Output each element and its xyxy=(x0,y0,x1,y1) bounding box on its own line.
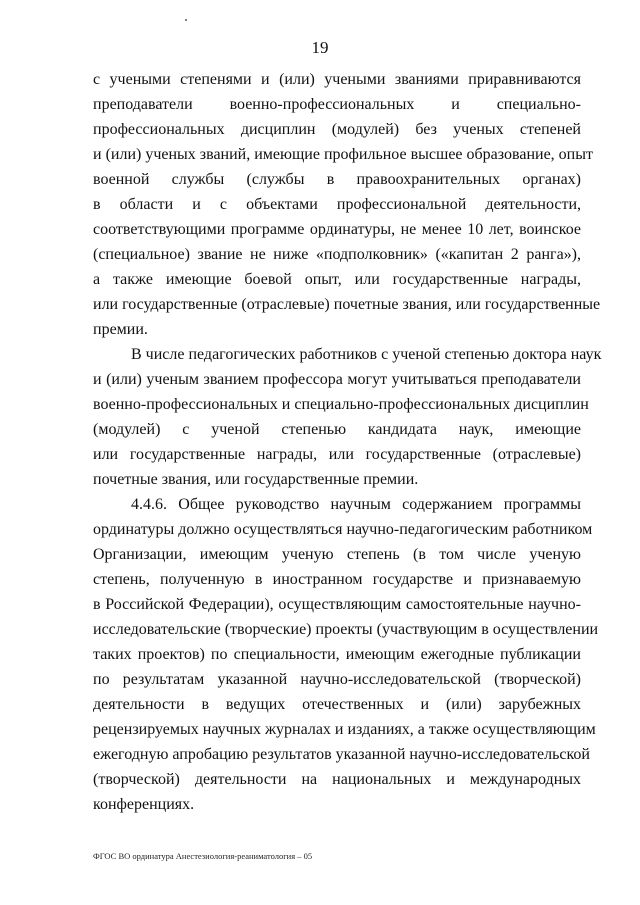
text-line: профессиональных дисциплин (модулей) без ученых степеней xyxy=(93,121,581,138)
text-line: В числе педагогических работников с ученой степенью доктора наук xyxy=(131,346,602,363)
text-line: почетные звания, или государственные премии. xyxy=(93,471,419,488)
paragraph-continuation xyxy=(93,67,601,342)
text-line: или государственные награды, или государственные (отраслевые) xyxy=(93,446,581,463)
text-line: в области и с объектами профессиональной деятельности, xyxy=(93,196,581,213)
text-line: деятельности в ведущих отечественных и (или) зарубежных xyxy=(93,696,581,713)
document-body xyxy=(93,67,602,817)
text-line: таких проектов) по специальности, имеющим ежегодные публикации xyxy=(93,646,581,663)
text-line: конференциях. xyxy=(93,796,195,813)
text-line: преподаватели военно-профессиональных и специально- xyxy=(93,96,581,113)
text-line: военно-профессиональных и специально-профессиональных дисциплин xyxy=(93,396,589,413)
text-line: а также имеющие боевой опыт, или государственные награды, xyxy=(93,271,581,288)
text-line: (модулей) с ученой степенью кандидата наук, имеющие xyxy=(93,421,581,438)
text-line: по результатам указанной научно-исследовательской (творческой) xyxy=(93,671,581,688)
paragraph-4-4-6 xyxy=(93,492,599,817)
text-line: 4.4.6. Общее руководство научным содержанием программы xyxy=(131,496,581,513)
scan-speck xyxy=(185,19,187,21)
text-line: (творческой) деятельности на национальных и международных xyxy=(93,771,581,788)
text-line: ежегодную апробацию результатов указанной научно-исследовательской xyxy=(93,746,590,763)
text-line: и (или) ученым званием профессора могут учитываться преподаватели xyxy=(93,371,581,388)
text-line: ординатуры должно осуществляться научно-педагогическим работником xyxy=(93,521,593,538)
text-line: (специальное) звание не ниже «подполковник» («капитан 2 ранга»), xyxy=(93,246,581,263)
page-number: 19 xyxy=(311,38,329,57)
text-line: рецензируемых научных журналах и изданиях, а также осуществляющим xyxy=(93,721,596,738)
text-line: военной службы (службы в правоохранительных органах) xyxy=(93,171,581,188)
text-line: степень, полученную в иностранном государстве и признаваемую xyxy=(93,571,581,588)
text-line: в Российской Федерации), осуществляющим самостоятельные научно- xyxy=(93,596,581,613)
text-line: с учеными степенями и (или) учеными званиями приравниваются xyxy=(93,71,581,88)
text-line: соответствующими программе ординатуры, не менее 10 лет, воинское xyxy=(93,221,581,238)
text-line: и (или) ученых званий, имеющие профильное высшее образование, опыт xyxy=(93,146,593,163)
text-line: Организации, имеющим ученую степень (в том числе ученую xyxy=(93,546,581,563)
text-line: премии. xyxy=(93,321,148,338)
paragraph-doctors xyxy=(93,342,602,492)
text-line: или государственные (отраслевые) почетные звания, или государственные xyxy=(93,296,601,313)
page-footer: ФГОС ВО ординатура Анестезиология-реаниматология – 05 xyxy=(93,851,313,861)
text-line: исследовательские (творческие) проекты (участвующим в осуществлении xyxy=(93,621,599,638)
